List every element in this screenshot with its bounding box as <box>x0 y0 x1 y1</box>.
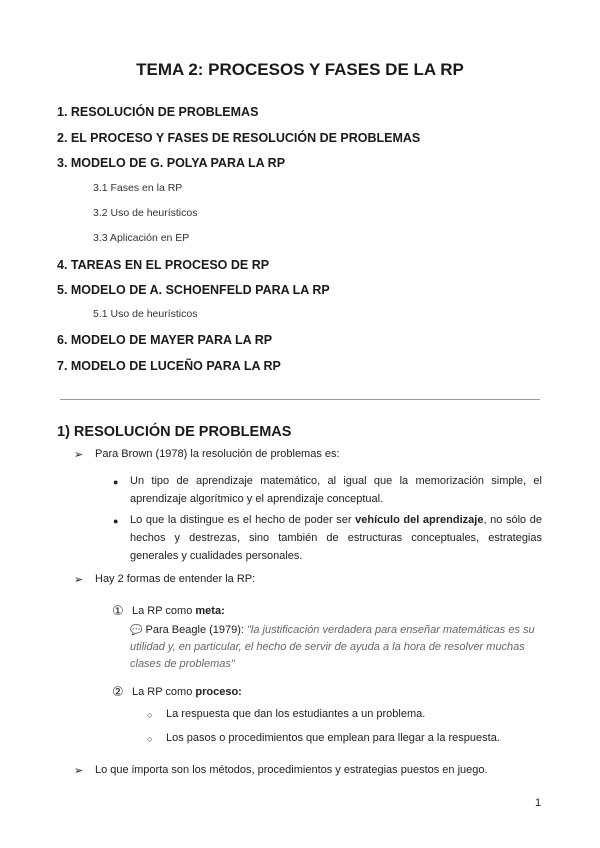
methods-text: Lo que importa son los métodos, procedimientos y estrategias puestos en juego. <box>95 764 488 776</box>
toc-item-2: 2. EL PROCESO Y FASES DE RESOLUCIÓN DE PROBLEMAS <box>57 131 421 145</box>
circled-one-icon: ① <box>112 603 124 618</box>
meta-pre: La RP como <box>132 605 196 617</box>
toc-item-6: 6. MODELO DE MAYER PARA LA RP <box>57 333 273 347</box>
toc-item-3: 3. MODELO DE G. POLYA PARA LA RP <box>57 156 286 170</box>
page-title: TEMA 2: PROCESOS Y FASES DE LA RP <box>136 60 464 79</box>
toc-item-7: 7. MODELO DE LUCEÑO PARA LA RP <box>57 359 281 373</box>
toc-item-3-3: 3.3 Aplicación en EP <box>93 232 190 244</box>
beagle-quote <box>130 622 550 673</box>
arrow-bullet-icon: ➢ <box>74 765 84 777</box>
toc-item-1: 1. RESOLUCIÓN DE PROBLEMAS <box>57 105 259 119</box>
toc-item-5-1: 5.1 Uso de heurísticos <box>93 308 198 320</box>
bullet-text-1: Un tipo de aprendizaje matemático, al igual que la memorización simple, el aprendizaje algorítmico y el aprendizaje conceptual. <box>130 475 542 505</box>
page-number: 1 <box>535 797 542 809</box>
bullet-2-post: , no sólo de hechos y destrezas, sino también de estructuras conceptuales, estrategias generales y cualidades personales. <box>130 514 543 562</box>
two-ways-intro: Hay 2 formas de entender la RP: <box>95 573 256 585</box>
speech-bubble-icon: 💬 <box>130 625 143 636</box>
arrow-bullet-icon: ➢ <box>74 449 84 461</box>
bullet-icon: ● <box>113 477 119 487</box>
sub-item-1: La respuesta que dan los estudiantes a un problema. <box>166 708 426 720</box>
toc-item-4: 4. TAREAS EN EL PROCESO DE RP <box>57 258 270 272</box>
toc-item-3-2: 3.2 Uso de heurísticos <box>93 207 198 219</box>
hollow-bullet-icon: ○ <box>147 710 153 720</box>
meta-line <box>132 605 225 617</box>
sub-item-2: Los pasos o procedimientos que emplean para llegar a la respuesta. <box>166 732 500 744</box>
circled-two-icon: ② <box>112 684 124 699</box>
quote-text: "la justificación verdadera para enseñar matemáticas es su utilidad y, en particular, el hecho de servir de ayuda a la hora de resolver muchas clases de problemas" <box>130 624 535 670</box>
quote-source: Para Beagle (1979): <box>145 624 248 636</box>
toc-item-3-1: 3.1 Fases en la RP <box>93 182 183 194</box>
hollow-bullet-icon: ○ <box>147 734 153 744</box>
proceso-bold: proceso: <box>195 686 242 698</box>
bullet-2-pre: Lo que la distingue es el hecho de poder ser <box>130 514 356 526</box>
proceso-pre: La RP como <box>132 686 196 698</box>
arrow-bullet-icon: ➢ <box>74 574 84 586</box>
bullet-text-2 <box>130 511 542 565</box>
brown-intro: Para Brown (1978) la resolución de problemas es: <box>95 448 340 460</box>
proceso-line <box>132 686 242 698</box>
bullet-2-bold: vehículo del aprendizaje <box>355 514 484 526</box>
section-divider <box>60 399 540 400</box>
bullet-icon: ● <box>113 516 119 526</box>
toc-item-5: 5. MODELO DE A. SCHOENFELD PARA LA RP <box>57 283 330 297</box>
section-heading: 1) RESOLUCIÓN DE PROBLEMAS <box>57 424 292 440</box>
meta-bold: meta: <box>195 605 225 617</box>
